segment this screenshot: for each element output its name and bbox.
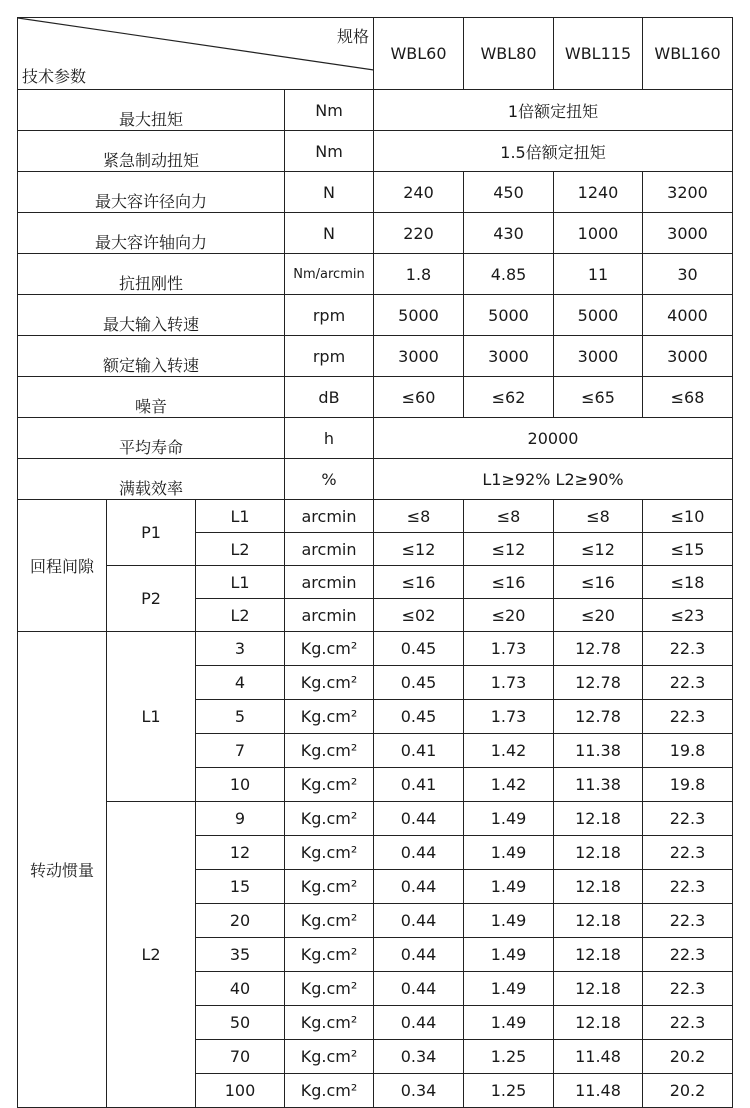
header-diagonal-cell bbox=[18, 18, 374, 90]
spec-row bbox=[18, 459, 733, 500]
value-cell: 22.3 bbox=[643, 972, 733, 1006]
spec-row bbox=[18, 377, 733, 418]
value-cell: 3000 bbox=[464, 336, 554, 377]
param-name: 最大输入转速 bbox=[18, 295, 285, 336]
value-cell: 12.18 bbox=[554, 904, 643, 938]
value-cell: ≤20 bbox=[464, 599, 554, 632]
unit-cell: Kg.cm² bbox=[285, 632, 374, 666]
value-cell: 1.73 bbox=[464, 666, 554, 700]
value-cell: 12.18 bbox=[554, 1006, 643, 1040]
spec-row bbox=[18, 254, 733, 295]
value-cell: 1.49 bbox=[464, 972, 554, 1006]
ratio-cell: 7 bbox=[196, 734, 285, 768]
value-cell: 22.3 bbox=[643, 632, 733, 666]
value-cell: 22.3 bbox=[643, 666, 733, 700]
value-cell: 0.44 bbox=[374, 836, 464, 870]
model-header: WBL60 bbox=[374, 18, 464, 90]
value-cell: 5000 bbox=[374, 295, 464, 336]
stage-cell: L1 bbox=[196, 566, 285, 599]
merged-value: 1倍额定扭矩 bbox=[374, 90, 733, 131]
spec-table bbox=[17, 17, 733, 1108]
value-cell: 12.18 bbox=[554, 972, 643, 1006]
spec-table-body bbox=[18, 18, 733, 1108]
value-cell: 1240 bbox=[554, 172, 643, 213]
merged-value: 1.5倍额定扭矩 bbox=[374, 131, 733, 172]
spec-row bbox=[18, 213, 733, 254]
value-cell: 11.48 bbox=[554, 1074, 643, 1108]
precision-grade: P2 bbox=[107, 566, 196, 632]
model-header: WBL160 bbox=[643, 18, 733, 90]
unit-cell: arcmin bbox=[285, 500, 374, 533]
value-cell: 1.25 bbox=[464, 1074, 554, 1108]
backlash-row bbox=[18, 500, 733, 533]
value-cell: ≤18 bbox=[643, 566, 733, 599]
value-cell: 12.18 bbox=[554, 938, 643, 972]
stage-cell: L1 bbox=[196, 500, 285, 533]
value-cell: ≤16 bbox=[464, 566, 554, 599]
value-cell: ≤02 bbox=[374, 599, 464, 632]
ratio-cell: 15 bbox=[196, 870, 285, 904]
value-cell: 1.8 bbox=[374, 254, 464, 295]
value-cell: 12.18 bbox=[554, 836, 643, 870]
spec-row bbox=[18, 90, 733, 131]
ratio-cell: 3 bbox=[196, 632, 285, 666]
inertia-row bbox=[18, 632, 733, 666]
stage-group: L1 bbox=[107, 632, 196, 802]
value-cell: ≤60 bbox=[374, 377, 464, 418]
ratio-cell: 50 bbox=[196, 1006, 285, 1040]
unit-cell: Kg.cm² bbox=[285, 972, 374, 1006]
value-cell: ≤10 bbox=[643, 500, 733, 533]
value-cell: ≤12 bbox=[554, 533, 643, 566]
value-cell: 1.49 bbox=[464, 904, 554, 938]
param-unit: % bbox=[285, 459, 374, 500]
param-name: 抗扭刚性 bbox=[18, 254, 285, 295]
spec-row bbox=[18, 131, 733, 172]
merged-value: L1≥92% L2≥90% bbox=[374, 459, 733, 500]
value-cell: 0.45 bbox=[374, 700, 464, 734]
param-name: 额定输入转速 bbox=[18, 336, 285, 377]
unit-cell: Kg.cm² bbox=[285, 836, 374, 870]
value-cell: ≤8 bbox=[374, 500, 464, 533]
stage-group: L2 bbox=[107, 802, 196, 1108]
value-cell: 3200 bbox=[643, 172, 733, 213]
spec-row bbox=[18, 418, 733, 459]
value-cell: ≤23 bbox=[643, 599, 733, 632]
value-cell: 1.73 bbox=[464, 700, 554, 734]
value-cell: 0.41 bbox=[374, 768, 464, 802]
ratio-cell: 4 bbox=[196, 666, 285, 700]
value-cell: 12.78 bbox=[554, 700, 643, 734]
ratio-cell: 5 bbox=[196, 700, 285, 734]
param-name: 平均寿命 bbox=[18, 418, 285, 459]
value-cell: 12.78 bbox=[554, 666, 643, 700]
unit-cell: Kg.cm² bbox=[285, 938, 374, 972]
value-cell: 22.3 bbox=[643, 938, 733, 972]
param-name: 最大容许轴向力 bbox=[18, 213, 285, 254]
value-cell: 430 bbox=[464, 213, 554, 254]
value-cell: ≤68 bbox=[643, 377, 733, 418]
value-cell: 4000 bbox=[643, 295, 733, 336]
param-name: 最大扭矩 bbox=[18, 90, 285, 131]
ratio-cell: 70 bbox=[196, 1040, 285, 1074]
spec-row bbox=[18, 336, 733, 377]
value-cell: ≤16 bbox=[374, 566, 464, 599]
param-label: 技术参数 bbox=[22, 67, 87, 86]
value-cell: 20.2 bbox=[643, 1074, 733, 1108]
value-cell: 30 bbox=[643, 254, 733, 295]
value-cell: 0.45 bbox=[374, 632, 464, 666]
value-cell: 3000 bbox=[643, 336, 733, 377]
value-cell: ≤8 bbox=[554, 500, 643, 533]
value-cell: ≤20 bbox=[554, 599, 643, 632]
value-cell: 19.8 bbox=[643, 768, 733, 802]
value-cell: ≤16 bbox=[554, 566, 643, 599]
value-cell: 22.3 bbox=[643, 836, 733, 870]
value-cell: 1.49 bbox=[464, 870, 554, 904]
header-row bbox=[18, 18, 733, 90]
param-unit: Nm bbox=[285, 90, 374, 131]
model-header: WBL80 bbox=[464, 18, 554, 90]
value-cell: 1.49 bbox=[464, 938, 554, 972]
param-unit: Nm bbox=[285, 131, 374, 172]
param-unit: h bbox=[285, 418, 374, 459]
unit-cell: Kg.cm² bbox=[285, 904, 374, 938]
param-unit: N bbox=[285, 172, 374, 213]
backlash-row bbox=[18, 566, 733, 599]
stage-cell: L2 bbox=[196, 599, 285, 632]
value-cell: 22.3 bbox=[643, 870, 733, 904]
backlash-label: 回程间隙 bbox=[18, 500, 107, 632]
param-unit: rpm bbox=[285, 336, 374, 377]
value-cell: 1.49 bbox=[464, 1006, 554, 1040]
param-unit: rpm bbox=[285, 295, 374, 336]
unit-cell: arcmin bbox=[285, 599, 374, 632]
value-cell: 22.3 bbox=[643, 700, 733, 734]
param-name: 紧急制动扭矩 bbox=[18, 131, 285, 172]
stage-cell: L2 bbox=[196, 533, 285, 566]
unit-cell: Kg.cm² bbox=[285, 1040, 374, 1074]
spec-row bbox=[18, 295, 733, 336]
ratio-cell: 9 bbox=[196, 802, 285, 836]
value-cell: 4.85 bbox=[464, 254, 554, 295]
param-name: 噪音 bbox=[18, 377, 285, 418]
unit-cell: Kg.cm² bbox=[285, 734, 374, 768]
unit-cell: arcmin bbox=[285, 566, 374, 599]
value-cell: 1000 bbox=[554, 213, 643, 254]
value-cell: 1.49 bbox=[464, 802, 554, 836]
value-cell: 3000 bbox=[643, 213, 733, 254]
inertia-label: 转动惯量 bbox=[18, 632, 107, 1108]
value-cell: 11.38 bbox=[554, 734, 643, 768]
value-cell: ≤62 bbox=[464, 377, 554, 418]
value-cell: 0.34 bbox=[374, 1040, 464, 1074]
value-cell: 22.3 bbox=[643, 802, 733, 836]
ratio-cell: 10 bbox=[196, 768, 285, 802]
unit-cell: Kg.cm² bbox=[285, 802, 374, 836]
merged-value: 20000 bbox=[374, 418, 733, 459]
value-cell: 3000 bbox=[374, 336, 464, 377]
unit-cell: arcmin bbox=[285, 533, 374, 566]
inertia-row bbox=[18, 802, 733, 836]
value-cell: 1.42 bbox=[464, 734, 554, 768]
unit-cell: Kg.cm² bbox=[285, 870, 374, 904]
value-cell: 0.41 bbox=[374, 734, 464, 768]
value-cell: 0.44 bbox=[374, 1006, 464, 1040]
param-unit: N bbox=[285, 213, 374, 254]
value-cell: 0.45 bbox=[374, 666, 464, 700]
unit-cell: Kg.cm² bbox=[285, 1006, 374, 1040]
value-cell: 11.48 bbox=[554, 1040, 643, 1074]
ratio-cell: 35 bbox=[196, 938, 285, 972]
value-cell: 0.44 bbox=[374, 904, 464, 938]
value-cell: ≤12 bbox=[464, 533, 554, 566]
value-cell: 5000 bbox=[554, 295, 643, 336]
value-cell: 0.34 bbox=[374, 1074, 464, 1108]
unit-cell: Kg.cm² bbox=[285, 768, 374, 802]
param-name: 满载效率 bbox=[18, 459, 285, 500]
value-cell: 12.18 bbox=[554, 802, 643, 836]
value-cell: 12.78 bbox=[554, 632, 643, 666]
value-cell: 1.42 bbox=[464, 768, 554, 802]
unit-cell: Kg.cm² bbox=[285, 700, 374, 734]
value-cell: 0.44 bbox=[374, 870, 464, 904]
value-cell: 240 bbox=[374, 172, 464, 213]
value-cell: 11.38 bbox=[554, 768, 643, 802]
value-cell: 1.73 bbox=[464, 632, 554, 666]
spec-label: 规格 bbox=[336, 27, 369, 46]
param-unit: dB bbox=[285, 377, 374, 418]
value-cell: 20.2 bbox=[643, 1040, 733, 1074]
value-cell: 450 bbox=[464, 172, 554, 213]
model-header: WBL115 bbox=[554, 18, 643, 90]
value-cell: 0.44 bbox=[374, 802, 464, 836]
value-cell: ≤8 bbox=[464, 500, 554, 533]
unit-cell: Kg.cm² bbox=[285, 1074, 374, 1108]
value-cell: 1.49 bbox=[464, 836, 554, 870]
value-cell: 22.3 bbox=[643, 1006, 733, 1040]
value-cell: ≤15 bbox=[643, 533, 733, 566]
value-cell: ≤65 bbox=[554, 377, 643, 418]
ratio-cell: 100 bbox=[196, 1074, 285, 1108]
value-cell: 19.8 bbox=[643, 734, 733, 768]
value-cell: 22.3 bbox=[643, 904, 733, 938]
ratio-cell: 20 bbox=[196, 904, 285, 938]
unit-cell: Kg.cm² bbox=[285, 666, 374, 700]
value-cell: 220 bbox=[374, 213, 464, 254]
param-name: 最大容许径向力 bbox=[18, 172, 285, 213]
ratio-cell: 40 bbox=[196, 972, 285, 1006]
value-cell: 1.25 bbox=[464, 1040, 554, 1074]
precision-grade: P1 bbox=[107, 500, 196, 566]
value-cell: 5000 bbox=[464, 295, 554, 336]
ratio-cell: 12 bbox=[196, 836, 285, 870]
value-cell: 3000 bbox=[554, 336, 643, 377]
spec-row bbox=[18, 172, 733, 213]
param-unit: Nm/arcmin bbox=[285, 254, 374, 295]
value-cell: ≤12 bbox=[374, 533, 464, 566]
value-cell: 0.44 bbox=[374, 938, 464, 972]
value-cell: 0.44 bbox=[374, 972, 464, 1006]
value-cell: 12.18 bbox=[554, 870, 643, 904]
value-cell: 11 bbox=[554, 254, 643, 295]
